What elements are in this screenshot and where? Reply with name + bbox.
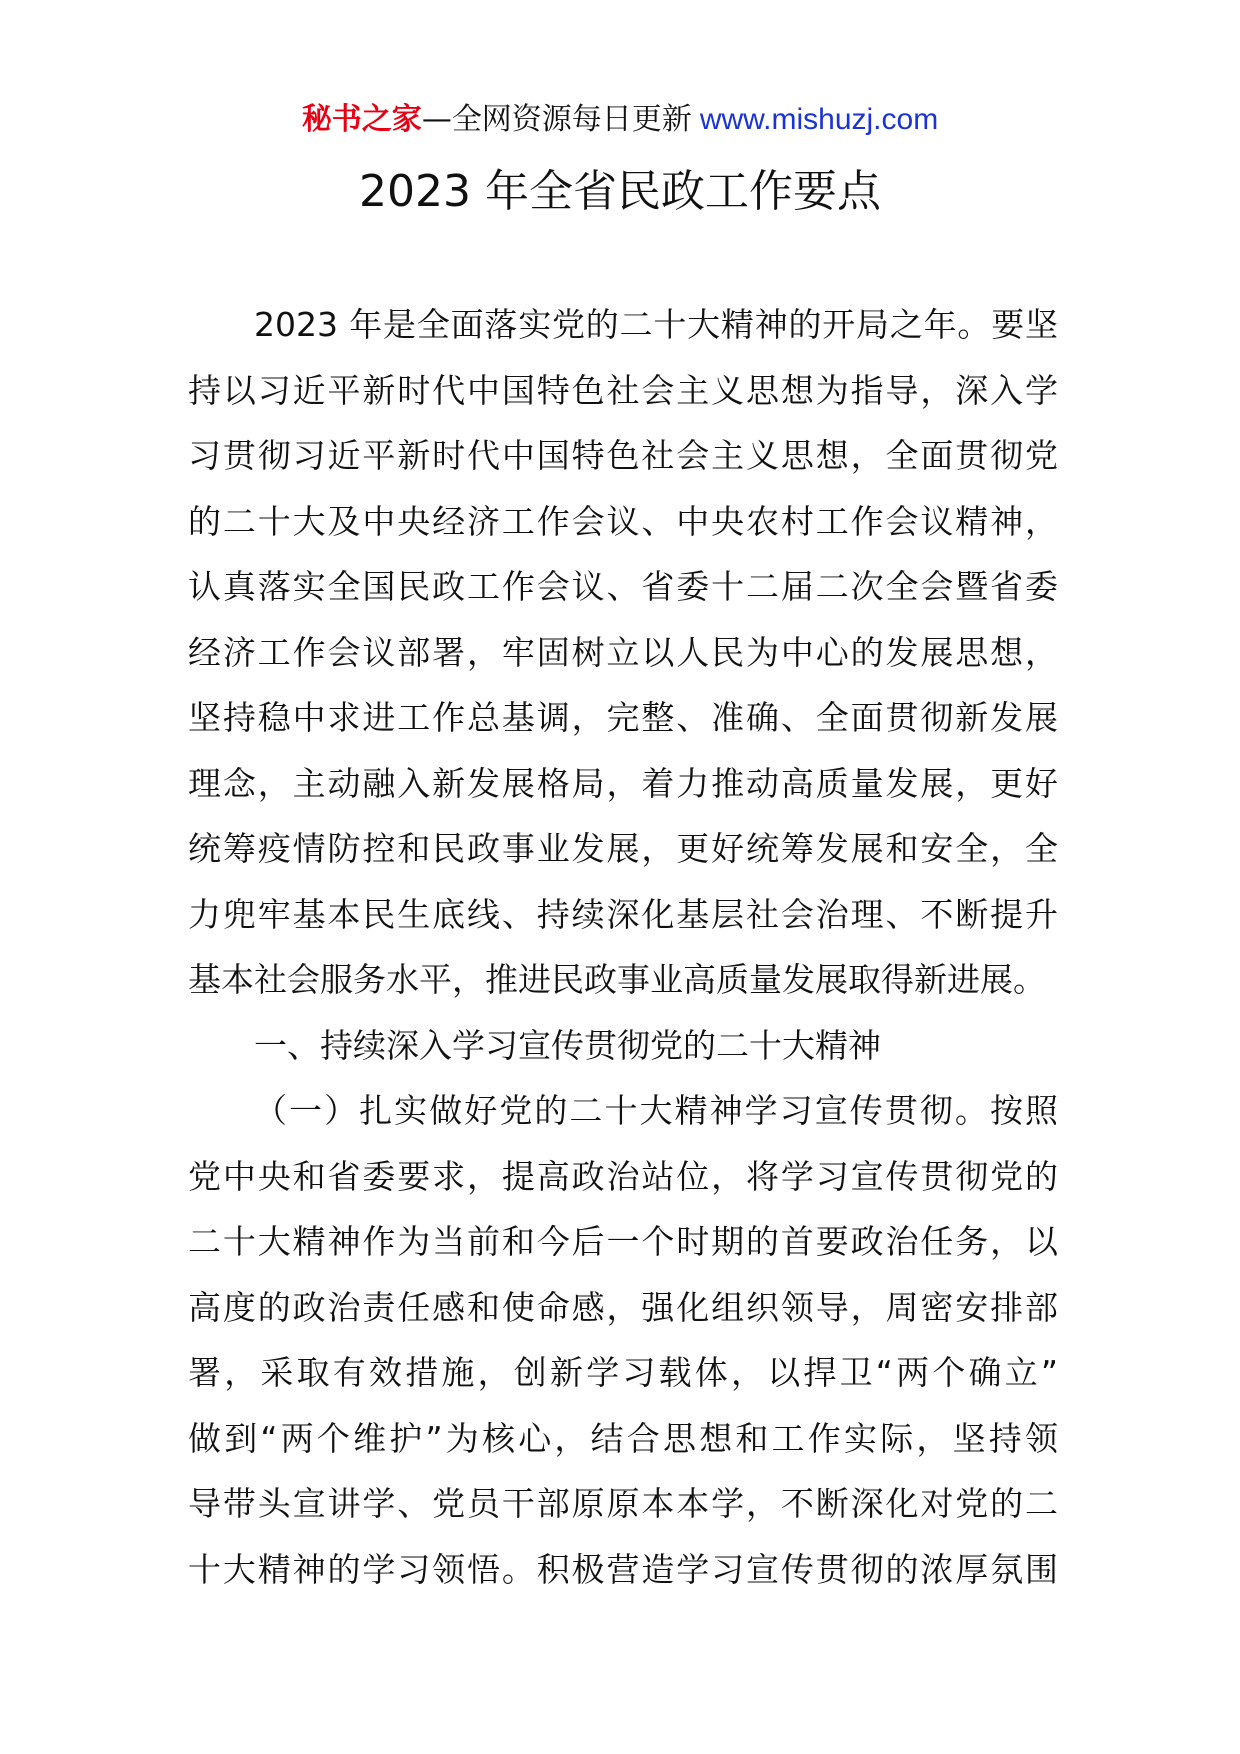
paragraph-intro-line-6: 经济工作会议部署，牢固树立以人民为中心的发展思想，	[188, 632, 1058, 672]
document-title: 2023 年全省民政工作要点	[359, 166, 881, 217]
paragraph-intro-line-9: 统筹疫情防控和民政事业发展，更好统筹发展和安全，全	[188, 829, 1058, 868]
paragraph-1-1-line-7: 导带头宣讲学、党员干部原原本本学，不断深化对党的二	[188, 1484, 1058, 1523]
paragraph-intro-line-5: 认真落实全国民政工作会议、省委十二届二次全会暨省委	[188, 567, 1058, 606]
paragraph-1-1-line-1: （一）扎实做好党的二十大精神学习宣传贯彻。按照	[254, 1091, 1058, 1130]
paragraph-intro-line-7: 坚持稳中求进工作总基调，完整、准确、全面贯彻新发展	[188, 698, 1058, 737]
watermark-header	[0, 100, 1240, 140]
paragraph-intro-line-4: 的二十大及中央经济工作会议、中央农村工作会议精神，	[188, 501, 1058, 541]
document-body	[188, 292, 1058, 1602]
paragraph-intro-line-11: 基本社会服务水平，推进民政事业高质量发展取得新进展。	[188, 960, 1046, 999]
paragraph-intro-line-1: 2023 年是全面落实党的二十大精神的开局之年。要坚	[254, 305, 1058, 344]
paragraph-1-1-line-6: 做到“两个维护”为核心，结合思想和工作实际，坚持领	[188, 1418, 1058, 1458]
paragraph-1-1-line-3: 二十大精神作为当前和今后一个时期的首要政治任务，以	[188, 1222, 1058, 1261]
brand-name: 秘书之家	[301, 102, 422, 137]
paragraph-1-1-line-2: 党中央和省委要求，提高政治站位，将学习宣传贯彻党的	[188, 1156, 1058, 1196]
paragraph-1-1-line-8: 十大精神的学习领悟。积极营造学习宣传贯彻的浓厚氛围	[188, 1549, 1058, 1589]
site-url-link[interactable]: www.mishuzj.com	[699, 103, 939, 136]
paragraph-intro-line-3: 习贯彻习近平新时代中国特色社会主义思想，全面贯彻党	[188, 436, 1058, 475]
section-heading-1: 一、持续深入学习宣传贯彻党的二十大精神	[254, 1025, 881, 1065]
paragraph-intro-line-10: 力兜牢基本民生底线、持续深化基层社会治理、不断提升	[188, 894, 1058, 934]
header-tagline: —全网资源每日更新	[421, 102, 692, 137]
paragraph-1-1-line-4: 高度的政治责任感和使命感，强化组织领导，周密安排部	[188, 1287, 1058, 1327]
paragraph-intro-line-8: 理念，主动融入新发展格局，着力推动高质量发展，更好	[188, 763, 1058, 803]
paragraph-intro-line-2: 持以习近平新时代中国特色社会主义思想为指导，深入学	[188, 370, 1058, 410]
paragraph-1-1-line-5: 署，采取有效措施，创新学习载体，以捍卫“两个确立”	[188, 1353, 1058, 1392]
